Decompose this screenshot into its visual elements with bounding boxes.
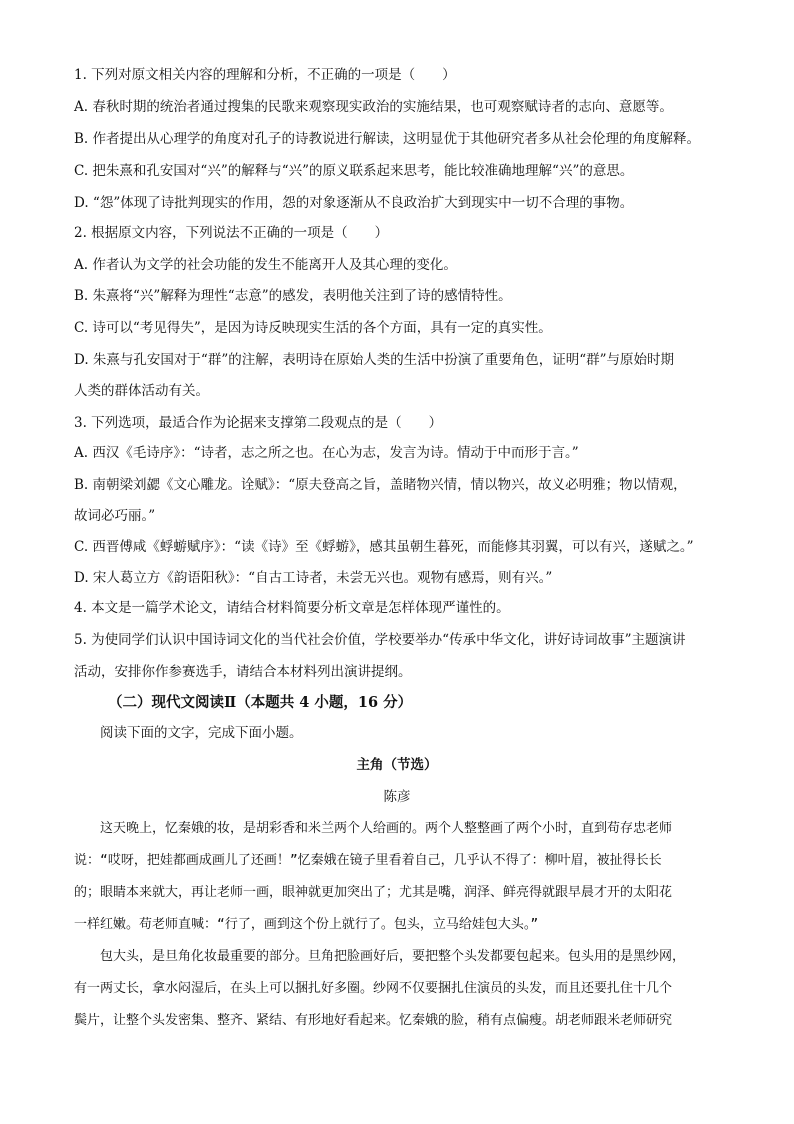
question-3-stem: 3. 下列选项，最适合作为论据来支撑第二段观点的是（ ） — [74, 415, 443, 431]
question-3-option-a: A. 西汉《毛诗序》：“诗者，志之所之也。在心为志，发言为诗。情动于中而形于言。” — [74, 445, 579, 461]
question-4: 4. 本文是一篇学术论文，请结合材料简要分析文章是怎样体现严谨性的。 — [74, 600, 510, 616]
story-paragraph-line: 包大头，是旦角化妆最重要的部分。旦角把脸画好后，要把整个头发都要包起来。包头用的是黑纱网， — [100, 949, 686, 964]
question-1-option-c: C. 把朱熹和孔安国对“兴”的解释与“兴”的原义联系起来思考，能比较准确地理解“兴”的意思。 — [74, 163, 634, 179]
story-paragraph-line: 说：“哎呀，把娃都画成画儿了还画！”忆秦娥在镜子里看着自己，几乎认不得了：柳叶眉，被扯得长长 — [74, 853, 662, 868]
question-2-option-b: B. 朱熹将“兴”解释为理性“志意”的感发，表明他关注到了诗的感情特性。 — [74, 288, 512, 304]
question-2-option-d: D. 朱熹与孔安国对于“群”的注解，表明诗在原始人类的生活中扮演了重要角色，证明“群”与原始时期 — [74, 352, 675, 368]
story-title: 主角（节选） — [356, 757, 438, 773]
story-paragraph-line: 的；眼睛本来就大，再让老师一画，眼神就更加突出了；尤其是嘴，润泽、鲜亮得就跟早晨才开的太阳花 — [74, 885, 673, 900]
question-1-stem: 1. 下列对原文相关内容的理解和分析，不正确的一项是（ ） — [74, 67, 456, 83]
story-paragraph-line: 鬓片，让整个头发密集、整齐、紧结、有形地好看起来。忆秦娥的脸，稍有点偏瘦。胡老师跟米老师研究 — [74, 1013, 673, 1028]
question-3-option-c: C. 西晋傅咸《蜉蝣赋序》：“读《诗》至《蜉蝣》，感其虽朝生暮死，而能修其羽翼，可以有兴，遂赋之。” — [74, 539, 694, 555]
question-1-option-d: D. “怨”体现了诗批判现实的作用，怨的对象逐渐从不良政治扩大到现实中一切不合理的事物。 — [74, 195, 634, 211]
question-3-option-b: B. 南朝梁刘勰《文心雕龙。诠赋》：“原夫登高之旨，盖睹物兴情，情以物兴，故义必明雅；物以情观， — [74, 477, 687, 493]
question-5-cont: 活动，安排你作参赛选手，请结合本材料列出演讲提纲。 — [74, 664, 412, 680]
section-instruction: 阅读下面的文字，完成下面小题。 — [100, 725, 303, 741]
question-3-option-b-cont: 故词必巧丽。” — [74, 508, 156, 524]
story-paragraph-line: 有一两丈长，拿水闷湿后，在头上可以捆扎好多圈。纱网不仅要捆扎住演员的头发，而且还要扎住十几个 — [74, 981, 673, 996]
story-paragraph-line: 这天晚上，忆秦娥的妆，是胡彩香和米兰两个人给画的。两个人整整画了两个小时，直到苟存忠老师 — [100, 821, 673, 836]
story-author: 陈彦 — [383, 789, 411, 805]
question-1-option-a: A. 春秋时期的统治者通过搜集的民歌来观察现实政治的实施结果，也可观察赋诗者的志向、意愿等。 — [74, 99, 673, 115]
question-5: 5. 为使同学们认识中国诗词文化的当代社会价值，学校要举办“传承中华文化，讲好诗词故事”主题演讲 — [74, 632, 686, 648]
question-3-option-d: D. 宋人葛立方《韵语阳秋》：“自古工诗者，未尝无兴也。观物有感焉，则有兴。” — [74, 570, 553, 586]
question-2-option-d-cont: 人类的群体活动有关。 — [74, 383, 209, 399]
story-paragraph-line: 一样红嫩。苟老师直喊：“行了，画到这个份上就行了。包头，立马给娃包大头。” — [74, 917, 539, 932]
question-2-option-a: A. 作者认为文学的社会功能的发生不能离开人及其心理的变化。 — [74, 257, 457, 273]
question-1-option-b: B. 作者提出从心理学的角度对孔子的诗教说进行解读，这明显优于其他研究者多从社会伦理的角度解释。 — [74, 131, 701, 147]
question-2-stem: 2. 根据原文内容，下列说法不正确的一项是（ ） — [74, 225, 389, 241]
question-2-option-c: C. 诗可以“考见得失”，是因为诗反映现实生活的各个方面，具有一定的真实性。 — [74, 320, 552, 336]
section-heading: （二）现代文阅读Ⅱ（本题共 4 小题，16 分） — [108, 694, 413, 711]
